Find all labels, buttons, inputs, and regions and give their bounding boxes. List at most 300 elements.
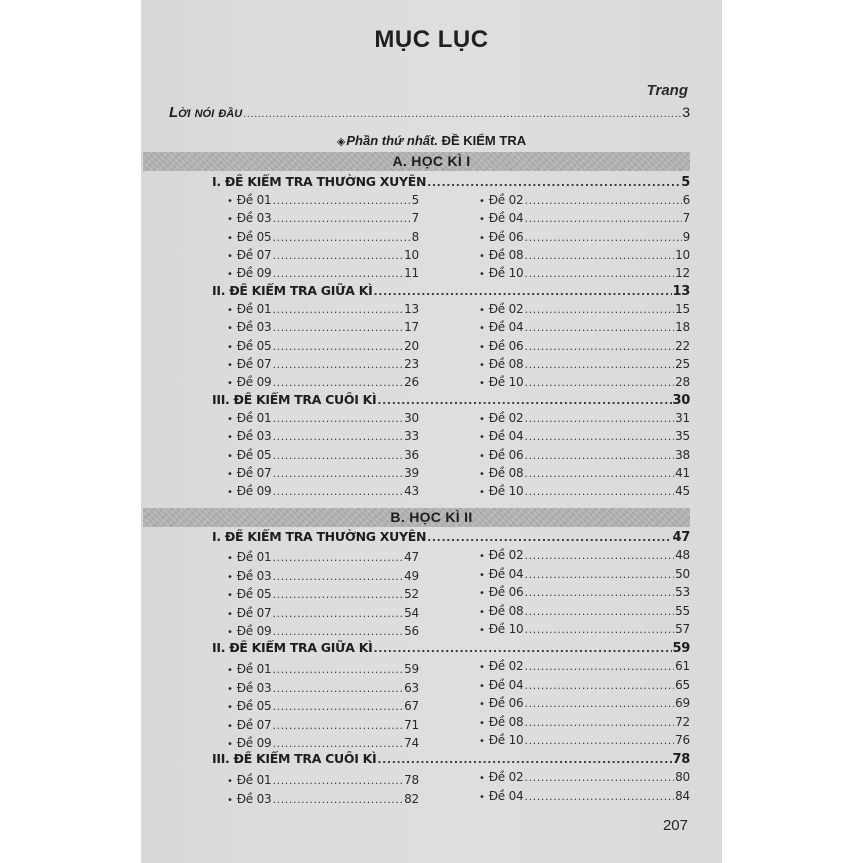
test-entry — [479, 678, 690, 692]
bullet-icon: • — [227, 776, 233, 787]
test-page: 61 — [675, 659, 690, 673]
dot-leader — [373, 285, 671, 298]
bullet-icon: • — [227, 378, 233, 390]
bullet-icon: • — [227, 359, 233, 371]
test-entry — [479, 375, 690, 389]
test-label: Đề 03 — [236, 211, 272, 226]
test-page: 67 — [404, 699, 419, 714]
dot-leader — [524, 568, 674, 581]
test-page: 59 — [404, 662, 419, 676]
bullet-icon: • — [479, 662, 485, 673]
test-entry — [479, 715, 690, 729]
test-entry — [479, 466, 690, 480]
test-page: 20 — [404, 338, 419, 353]
dot-leader — [272, 321, 403, 334]
test-page: 33 — [404, 429, 419, 444]
part-prefix: Phần thứ nhất. — [346, 133, 438, 148]
test-label: Đề 09 — [236, 736, 272, 751]
test-entry — [227, 302, 419, 316]
bullet-icon: • — [479, 699, 485, 711]
bullet-icon: • — [479, 791, 485, 803]
dot-leader — [272, 340, 403, 353]
test-label: Đề 10 — [488, 266, 524, 281]
test-label: Đề 05 — [236, 699, 272, 714]
test-label: Đề 10 — [488, 484, 524, 499]
bullet-icon: • — [479, 305, 485, 316]
section-title: II. ĐỀ KIỂM TRA GIỮA KÌ — [212, 283, 373, 298]
test-entry — [479, 733, 690, 747]
test-entry — [479, 230, 690, 244]
test-label: Đề 04 — [488, 429, 524, 444]
test-page: 71 — [404, 717, 419, 732]
section-page: 13 — [672, 284, 690, 299]
test-page: 17 — [404, 320, 419, 335]
dot-leader — [272, 588, 403, 601]
test-label: Đề 10 — [488, 375, 524, 390]
test-label: Đề 05 — [236, 229, 272, 244]
test-page: 43 — [404, 484, 419, 499]
test-entry — [479, 567, 690, 581]
test-entry — [227, 248, 419, 262]
test-label: Đề 10 — [488, 622, 524, 637]
test-entry — [479, 302, 690, 316]
bullet-icon: • — [227, 196, 233, 207]
test-page: 48 — [675, 548, 690, 562]
dot-leader — [377, 394, 671, 407]
test-page: 38 — [675, 447, 690, 462]
test-entry — [479, 604, 690, 618]
dot-leader — [524, 449, 674, 462]
test-page: 11 — [404, 266, 419, 281]
test-label: Đề 01 — [236, 662, 272, 676]
test-label: Đề 02 — [488, 659, 524, 673]
test-label: Đề 06 — [488, 338, 524, 353]
test-page: 47 — [404, 550, 419, 564]
diamond-icon: ◈ — [336, 136, 346, 148]
test-entry — [227, 193, 419, 207]
test-entry — [479, 193, 690, 207]
test-page: 18 — [675, 320, 690, 335]
test-label: Đề 01 — [236, 550, 272, 564]
test-page: 50 — [675, 566, 690, 581]
test-entry — [227, 550, 419, 564]
dot-leader — [524, 430, 674, 443]
dot-leader — [272, 267, 403, 280]
test-page: 28 — [675, 375, 690, 390]
test-entry — [227, 411, 419, 425]
test-entry — [479, 357, 690, 371]
dot-leader — [524, 267, 674, 280]
test-entry — [227, 484, 419, 498]
section-entry — [212, 529, 690, 545]
bullet-icon: • — [479, 588, 485, 600]
test-page: 10 — [404, 247, 419, 262]
test-page: 53 — [675, 585, 690, 600]
bullet-icon: • — [227, 487, 233, 499]
bullet-icon: • — [227, 739, 233, 751]
dot-leader — [524, 790, 674, 803]
bullet-icon: • — [479, 196, 485, 207]
test-label: Đề 02 — [488, 770, 524, 784]
test-page: 65 — [675, 677, 690, 692]
test-label: Đề 03 — [236, 791, 272, 806]
test-entry — [227, 662, 419, 676]
semester-heading: A. HỌC KÌ I — [392, 153, 471, 169]
test-label: Đề 04 — [488, 211, 524, 226]
test-label: Đề 01 — [236, 302, 272, 316]
test-label: Đề 06 — [488, 585, 524, 600]
test-label: Đề 10 — [488, 733, 524, 748]
test-page: 30 — [404, 411, 419, 425]
part-name: ĐỀ KIỂM TRA — [441, 133, 527, 148]
test-page: 84 — [675, 788, 690, 803]
section-entry — [212, 640, 690, 656]
test-label: Đề 06 — [488, 447, 524, 462]
bullet-icon: • — [479, 214, 485, 226]
page-title: MỤC LỤC — [374, 26, 489, 53]
bullet-icon: • — [479, 680, 485, 692]
bullet-icon: • — [479, 414, 485, 425]
section-title: I. ĐỀ KIỂM TRA THƯỜNG XUYÊN — [212, 174, 427, 189]
entry-page: 3 — [682, 104, 690, 120]
bullet-icon: • — [479, 359, 485, 371]
test-page: 12 — [675, 266, 690, 281]
bullet-icon: • — [479, 717, 485, 729]
bullet-icon: • — [227, 571, 233, 583]
test-page: 25 — [675, 356, 690, 371]
test-label: Đề 03 — [236, 680, 272, 695]
test-page: 7 — [682, 211, 690, 226]
bullet-icon: • — [479, 432, 485, 444]
test-label: Đề 01 — [236, 773, 272, 787]
bullet-icon: • — [479, 450, 485, 462]
test-entry — [479, 429, 690, 443]
test-page: 26 — [404, 375, 419, 390]
bullet-icon: • — [479, 773, 485, 784]
test-entry — [227, 357, 419, 371]
section-title: I. ĐỀ KIỂM TRA THƯỜNG XUYÊN — [212, 529, 427, 544]
bullet-icon: • — [227, 323, 233, 335]
bullet-icon: • — [227, 269, 233, 281]
section-page: 47 — [672, 530, 690, 545]
test-entry — [479, 789, 690, 803]
test-entry — [227, 320, 419, 334]
test-label: Đề 06 — [488, 696, 524, 711]
dot-leader — [272, 376, 403, 389]
test-page: 82 — [404, 791, 419, 806]
dot-leader — [524, 734, 674, 747]
part-heading — [141, 133, 722, 148]
test-entry — [479, 548, 690, 562]
test-label: Đề 05 — [236, 587, 272, 602]
bullet-icon: • — [479, 606, 485, 618]
dot-leader — [272, 682, 403, 695]
book-page — [141, 0, 722, 863]
test-label: Đề 09 — [236, 266, 272, 281]
test-label: Đề 07 — [236, 465, 272, 480]
dot-leader — [524, 212, 681, 225]
bullet-icon: • — [227, 414, 233, 425]
test-label: Đề 08 — [488, 247, 524, 262]
test-entry — [479, 484, 690, 498]
dot-leader — [272, 430, 403, 443]
test-label: Đề 02 — [488, 411, 524, 425]
bullet-icon: • — [479, 736, 485, 748]
test-entry — [479, 211, 690, 225]
dot-leader — [272, 249, 403, 262]
bullet-icon: • — [227, 608, 233, 620]
test-entry — [227, 681, 419, 695]
test-page: 80 — [675, 770, 690, 784]
bullet-icon: • — [227, 250, 233, 262]
test-label: Đề 02 — [488, 193, 524, 207]
test-entry — [479, 320, 690, 334]
test-label: Đề 02 — [488, 548, 524, 562]
test-entry — [227, 718, 419, 732]
section-title: III. ĐỀ KIỂM TRA CUỐI KÌ — [212, 751, 377, 766]
dot-leader — [272, 194, 410, 207]
bullet-icon: • — [227, 720, 233, 732]
bullet-icon: • — [227, 627, 233, 639]
bullet-icon: • — [227, 450, 233, 462]
test-entry — [479, 248, 690, 262]
test-label: Đề 04 — [488, 677, 524, 692]
dot-leader — [524, 660, 674, 673]
dot-leader — [524, 376, 674, 389]
dot-leader — [524, 249, 674, 262]
bullet-icon: • — [227, 468, 233, 480]
bullet-icon: • — [227, 590, 233, 602]
dot-leader — [524, 321, 674, 334]
test-entry — [479, 622, 690, 636]
page-column-header: Trang — [646, 82, 688, 99]
bullet-icon: • — [479, 232, 485, 244]
bullet-icon: • — [479, 250, 485, 262]
dot-leader — [272, 625, 403, 638]
test-page: 41 — [675, 465, 690, 480]
test-page: 39 — [404, 465, 419, 480]
dot-leader — [272, 449, 403, 462]
dot-leader — [272, 231, 410, 244]
dot-leader — [524, 358, 674, 371]
section-page: 30 — [672, 393, 690, 408]
test-page: 63 — [404, 680, 419, 695]
test-entry — [227, 339, 419, 353]
test-page: 13 — [404, 302, 419, 316]
dot-leader — [272, 212, 410, 225]
test-entry — [227, 773, 419, 787]
test-entry — [479, 770, 690, 784]
test-entry — [227, 466, 419, 480]
test-page: 74 — [404, 736, 419, 751]
bullet-icon: • — [479, 468, 485, 480]
dot-leader — [272, 467, 403, 480]
dot-leader — [272, 663, 403, 676]
test-page: 5 — [411, 193, 419, 207]
dot-leader — [272, 719, 403, 732]
test-label: Đề 03 — [236, 429, 272, 444]
test-label: Đề 04 — [488, 320, 524, 335]
dot-leader — [524, 303, 674, 316]
test-label: Đề 03 — [236, 568, 272, 583]
bullet-icon: • — [479, 569, 485, 581]
bullet-icon: • — [227, 305, 233, 316]
test-entry — [479, 339, 690, 353]
test-entry — [227, 699, 419, 713]
test-entry — [227, 211, 419, 225]
bullet-icon: • — [227, 432, 233, 444]
test-entry — [479, 696, 690, 710]
dot-leader — [272, 412, 403, 425]
test-entry — [227, 736, 419, 750]
bullet-icon: • — [227, 702, 233, 714]
dot-leader — [272, 700, 403, 713]
dot-leader — [272, 793, 403, 806]
dot-leader — [524, 340, 674, 353]
test-label: Đề 08 — [488, 714, 524, 729]
test-page: 7 — [411, 211, 419, 226]
dot-leader — [427, 531, 671, 544]
section-entry — [212, 283, 690, 299]
test-label: Đề 01 — [236, 411, 272, 425]
test-label: Đề 04 — [488, 788, 524, 803]
test-label: Đề 05 — [236, 338, 272, 353]
dot-leader — [524, 412, 674, 425]
dot-leader — [524, 716, 674, 729]
bullet-icon: • — [227, 665, 233, 676]
test-page: 10 — [675, 247, 690, 262]
dot-leader — [272, 570, 403, 583]
test-page: 9 — [682, 229, 690, 244]
page-number: 207 — [662, 817, 688, 834]
test-page: 36 — [404, 447, 419, 462]
test-entry — [227, 606, 419, 620]
bullet-icon: • — [479, 378, 485, 390]
test-entry — [227, 792, 419, 806]
test-page: 8 — [411, 229, 419, 244]
semester-heading: B. HỌC KÌ II — [390, 509, 473, 525]
test-label: Đề 02 — [488, 302, 524, 316]
test-page: 72 — [675, 714, 690, 729]
test-label: Đề 01 — [236, 193, 272, 207]
test-page: 6 — [682, 193, 690, 207]
toc-entry-preface — [169, 104, 690, 121]
section-title: III. ĐỀ KIỂM TRA CUỐI KÌ — [212, 392, 377, 407]
test-page: 22 — [675, 338, 690, 353]
test-label: Đề 08 — [488, 465, 524, 480]
test-page: 31 — [675, 411, 690, 425]
bullet-icon: • — [479, 487, 485, 499]
test-entry — [227, 429, 419, 443]
test-entry — [227, 230, 419, 244]
test-entry — [227, 624, 419, 638]
test-page: 76 — [675, 733, 690, 748]
bullet-icon: • — [227, 794, 233, 806]
bullet-icon: • — [479, 269, 485, 281]
dot-leader — [272, 607, 403, 620]
test-entry — [479, 411, 690, 425]
test-label: Đề 09 — [236, 375, 272, 390]
test-label: Đề 04 — [488, 566, 524, 581]
test-label: Đề 06 — [488, 229, 524, 244]
dot-leader — [373, 642, 671, 655]
entry-label: Lời nói đầu — [169, 104, 243, 121]
bullet-icon: • — [227, 553, 233, 564]
dot-leader — [243, 108, 681, 120]
test-entry — [479, 266, 690, 280]
dot-leader — [272, 485, 403, 498]
dot-leader — [524, 485, 674, 498]
test-entry — [227, 587, 419, 601]
dot-leader — [524, 231, 681, 244]
test-page: 15 — [675, 302, 690, 316]
dot-leader — [272, 737, 403, 750]
dot-leader — [272, 774, 403, 787]
test-label: Đề 08 — [488, 356, 524, 371]
dot-leader — [524, 605, 674, 618]
dot-leader — [272, 358, 403, 371]
dot-leader — [524, 623, 674, 636]
section-title: II. ĐỀ KIỂM TRA GIỮA KÌ — [212, 640, 373, 655]
test-page: 45 — [675, 484, 690, 499]
test-entry — [479, 448, 690, 462]
bullet-icon: • — [227, 214, 233, 226]
test-entry — [479, 585, 690, 599]
test-entry — [479, 659, 690, 673]
dot-leader — [272, 551, 403, 564]
bullet-icon: • — [227, 232, 233, 244]
test-label: Đề 07 — [236, 356, 272, 371]
dot-leader — [524, 771, 674, 784]
bullet-icon: • — [227, 683, 233, 695]
bullet-icon: • — [479, 625, 485, 637]
bullet-icon: • — [479, 551, 485, 562]
dot-leader — [524, 697, 674, 710]
dot-leader — [524, 679, 674, 692]
test-page: 57 — [675, 622, 690, 637]
test-page: 56 — [404, 624, 419, 639]
dot-leader — [524, 467, 674, 480]
test-page: 52 — [404, 587, 419, 602]
section-entry — [212, 392, 690, 408]
dot-leader — [377, 753, 671, 766]
test-entry — [227, 266, 419, 280]
bullet-icon: • — [479, 323, 485, 335]
test-page: 49 — [404, 568, 419, 583]
section-entry — [212, 751, 690, 767]
test-label: Đề 09 — [236, 624, 272, 639]
test-label: Đề 07 — [236, 605, 272, 620]
bullet-icon: • — [227, 341, 233, 353]
test-page: 78 — [404, 773, 419, 787]
test-label: Đề 07 — [236, 717, 272, 732]
dot-leader — [272, 303, 403, 316]
test-label: Đề 07 — [236, 247, 272, 262]
test-entry — [227, 375, 419, 389]
section-entry — [212, 174, 690, 190]
dot-leader — [524, 194, 681, 207]
section-page: 5 — [681, 175, 690, 190]
test-page: 55 — [675, 603, 690, 618]
test-page: 23 — [404, 356, 419, 371]
section-page: 78 — [672, 752, 690, 767]
bullet-icon: • — [479, 341, 485, 353]
section-page: 59 — [672, 641, 690, 656]
test-label: Đề 05 — [236, 447, 272, 462]
test-page: 35 — [675, 429, 690, 444]
dot-leader — [524, 586, 674, 599]
test-page: 54 — [404, 605, 419, 620]
